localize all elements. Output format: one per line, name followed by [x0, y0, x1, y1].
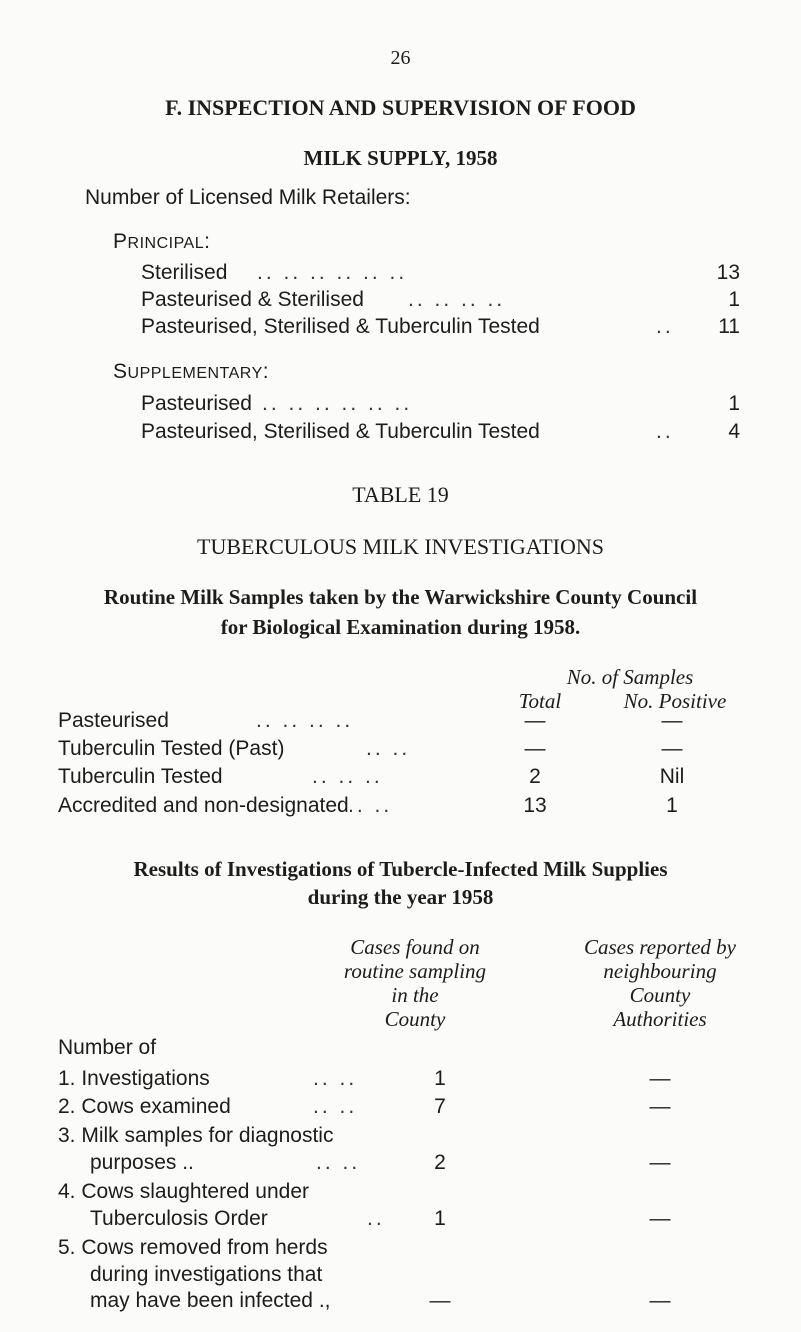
results-row-label: 2. Cows examined — [58, 1095, 231, 1118]
supplementary-row-value: 1 — [728, 392, 740, 415]
page-number: 26 — [390, 47, 411, 69]
results-cell-found: 2 — [434, 1151, 446, 1174]
results-cell-found: 7 — [434, 1095, 446, 1118]
table-row-label: Tuberculin Tested (Past) — [58, 737, 285, 760]
supplementary-row-label: Pasteurised, Sterilised & Tuberculin Tested — [141, 420, 540, 443]
leader-dots: .. — [656, 315, 674, 338]
column-header-found: in the — [391, 983, 439, 1007]
column-group-header: No. of Samples — [566, 665, 694, 689]
results-title: during the year 1958 — [307, 885, 494, 909]
column-header-reported: County — [629, 983, 691, 1007]
results-cell-reported: — — [649, 1289, 671, 1312]
results-row-label: Tuberculosis Order — [90, 1207, 268, 1230]
column-header-reported: Cases reported by — [583, 935, 737, 959]
results-cell-reported: — — [649, 1095, 671, 1118]
table-cell-total: — — [524, 709, 546, 732]
column-header-reported: neighbouring — [603, 959, 717, 983]
table-subtitle: for Biological Examination during 1958. — [220, 615, 581, 639]
row-header-label: Number of — [58, 1036, 157, 1059]
column-header-found: Cases found on — [350, 935, 480, 959]
table-cell-positive: Nil — [659, 765, 685, 788]
table-cell-positive: 1 — [666, 794, 678, 817]
results-cell-found: — — [429, 1289, 451, 1312]
table-label: TABLE 19 — [352, 482, 449, 507]
supplementary-row-value: 4 — [728, 420, 740, 443]
principal-row-label: Pasteurised, Sterilised & Tuberculin Tested — [141, 315, 540, 338]
section-subheading: MILK SUPPLY, 1958 — [303, 146, 498, 170]
table-cell-total: 2 — [529, 765, 541, 788]
table-cell-total: 13 — [523, 794, 547, 817]
supplementary-row-label: Pasteurised — [141, 392, 252, 415]
leader-dots: .. .. .. .. — [408, 288, 506, 311]
table-cell-total: — — [524, 737, 546, 760]
results-row-label: during investigations that — [90, 1263, 323, 1286]
leader-dots: .. .. .. .. — [256, 709, 354, 732]
licensed-retailers-label: Number of Licensed Milk Retailers: — [85, 186, 411, 209]
table-cell-positive: — — [661, 737, 683, 760]
results-row-label: purposes .. — [90, 1151, 194, 1174]
results-row-label: 1. Investigations — [58, 1067, 210, 1090]
principal-heading: PRINCIPAL: — [113, 230, 211, 253]
results-row-label: 5. Cows removed from herds — [58, 1236, 328, 1259]
column-header-total: Total — [518, 689, 562, 713]
leader-dots: .. .. — [313, 1067, 358, 1090]
results-cell-found: 1 — [434, 1067, 446, 1090]
supplementary-heading: SUPPLEMENTARY: — [113, 360, 270, 383]
column-header-found: County — [384, 1007, 446, 1031]
table-row-label: Accredited and non-designated — [58, 794, 349, 817]
principal-row-value: 13 — [716, 261, 740, 284]
column-header-found: routine sampling — [343, 959, 487, 983]
leader-dots: .. .. — [348, 794, 393, 817]
principal-row-label: Sterilised — [141, 261, 228, 284]
results-row-label: may have been infected ., — [90, 1289, 331, 1312]
column-header-positive: No. Positive — [623, 689, 727, 713]
leader-dots: .. .. — [313, 1095, 358, 1118]
leader-dots: .. .. — [316, 1151, 361, 1174]
table-subtitle: Routine Milk Samples taken by the Warwickshire County Council — [103, 585, 698, 609]
leader-dots: .. .. .. .. .. .. — [262, 392, 413, 415]
section-heading: F. INSPECTION AND SUPERVISION OF FOOD — [165, 95, 636, 120]
leader-dots: .. — [367, 1207, 385, 1230]
principal-row-value: 11 — [718, 315, 740, 338]
results-title: Results of Investigations of Tubercle-Infected Milk Supplies — [133, 857, 668, 881]
table-cell-positive: — — [661, 709, 683, 732]
column-header-reported: Authorities — [613, 1007, 707, 1031]
principal-row-value: 1 — [728, 288, 740, 311]
table-row-label: Tuberculin Tested — [58, 765, 223, 788]
results-cell-reported: — — [649, 1151, 671, 1174]
table-row-label: Pasteurised — [58, 709, 169, 732]
principal-row-label: Pasteurised & Sterilised — [141, 288, 364, 311]
results-cell-found: 1 — [434, 1207, 446, 1230]
leader-dots: .. — [656, 420, 674, 443]
results-cell-reported: — — [649, 1067, 671, 1090]
results-row-label: 3. Milk samples for diagnostic — [58, 1124, 334, 1147]
results-row-label: 4. Cows slaughtered under — [58, 1180, 309, 1203]
leader-dots: .. .. — [366, 737, 411, 760]
table-title: TUBERCULOUS MILK INVESTIGATIONS — [197, 534, 604, 559]
results-cell-reported: — — [649, 1207, 671, 1230]
leader-dots: .. .. .. .. .. .. — [257, 261, 408, 284]
leader-dots: .. .. .. — [312, 765, 383, 788]
